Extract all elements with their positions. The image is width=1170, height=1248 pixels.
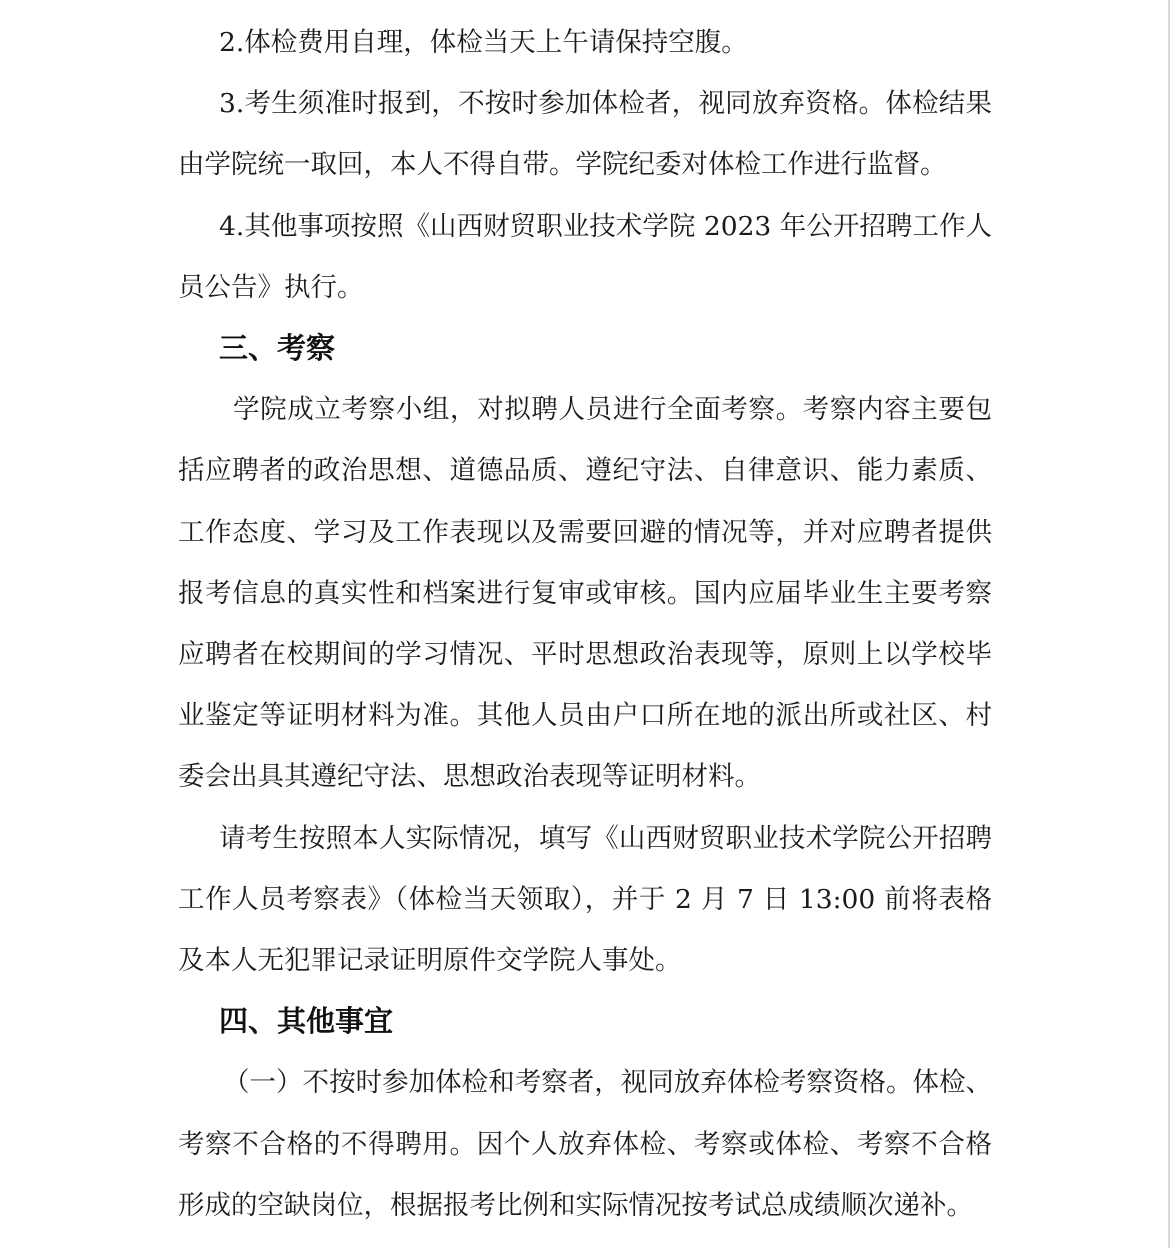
section-3-paragraph-1: 学院成立考察小组，对拟聘人员进行全面考察。考察内容主要包括应聘者的政治思想、道德品质、遵纪守法、自律意识、能力素质、工作态度、学习及工作表现以及需要回避的情况等，并对应聘者提供报考信息的真实性和档案进行复审或审核。国内应届毕业生主要考察应聘者在校期间的学习情况、平时思想政治表现等，原则上以学校毕业鉴定等证明材料为准。其他人员由户口所在地的派出所或社区、村委会出具其遵纪守法、思想政治表现等证明材料。 <box>178 394 992 793</box>
section-3-paragraph-2: 请考生按照本人实际情况，填写《山西财贸职业技术学院公开招聘工作人员考察表》（体检当天领取），并于 2 月 7 日 13:00 前将表格及本人无犯罪记录证明原件交学院人事处。 <box>178 822 992 977</box>
section-4-paragraph-1: （一）不按时参加体检和考察者，视同放弃体检考察资格。体检、考察不合格的不得聘用。因个人放弃体检、考察或体检、考察不合格形成的空缺岗位，根据报考比例和实际情况按考试总成绩顺次递补。 <box>178 1067 992 1221</box>
item-3-paragraph: 3.考生须准时报到，不按时参加体检者，视同放弃资格。体检结果由学院统一取回，本人不得自带。学院纪委对体检工作进行监督。 <box>178 88 992 181</box>
item-4-paragraph: 4.其他事项按照《山西财贸职业技术学院 2023 年公开招聘工作人员公告》执行。 <box>178 210 992 303</box>
section-4-heading: 四、其他事宜 <box>219 1004 394 1039</box>
item-2-paragraph: 2.体检费用自理，体检当天上午请保持空腹。 <box>219 27 748 58</box>
section-3-heading: 三、考察 <box>219 331 336 366</box>
document-body <box>178 12 992 1236</box>
